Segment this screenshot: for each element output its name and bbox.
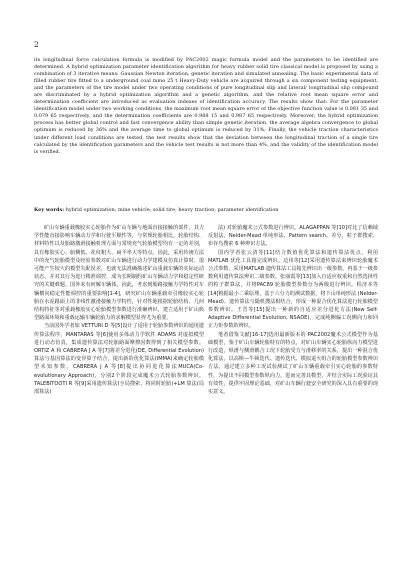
left-paragraph-2: 当前国外学者如 VETTURI D 等[5]设计了适用于轮胎参数辨识的通用遗传算法程序，MANTARAS 等[6]使用多体动力学软件 ADAMS 对虚拟模型进行动态仿真，集成遗传算法对轮胎路面摩擦因数得到了相关模型参数。ORTIZ A 和 CABRERA J A 等[7]将差分进化(DE, Differential Evolution)算法与基因算法的变异算子结合，提出新的优化算法(IMMA)来确定轮胎模型未知参数。CABRERA J A 等[8]提出协同进化算法MUCA(Co-evolutionary Approach)，分别2个阶段完成魔术公式轮胎参数辨识。TALEBITOOTI R 等[9]采用遗传算法(全局搜索、将同时轮胎)+LM 算法(局部算法) [34,323,204,396]
left-paragraph-1: 矿山车辆重载橡胶实心轮胎作为矿山车辆与地面直接接触的部件，其力学性能直接影响车辆动力学和行驶平顺性等，与常规轮胎相比，轮胎结构、材料特性以及胎路激滑接触机理方面与常规充气轮胎模型均有一定的差别，具有橡胶实心、胎侧低、花纹粗大、扁平率大等特点。因此，采用传统方法中的充气轮胎模型及经验参数对矿山车辆进行动力学建模及仿真计算时，很可能产生较大的模型失配误差，也就无法准确描述矿山重载车辆的实际运动状态，并对其行为进行精准调控，成为长期制约矿山车辆动力学和稳定性研究的关键难题。国外未有何解车辆体。因此，考虑到胎路接触力学特性对车辆横向稳定性能调控的重要影响[1-4]，研究矿山车辆重载牵引橡胶实心轮胎在水泥路面上的非线性激滑接触力学特性，针对性地根据轮胎结构、几何结构特征等对重载橡胶实心轮胎模型参数进行准确辨识，建立适用于矿山典型路面环境和重载运输车辆轮胎力的求解模型显得尤为重要。 [34,225,204,322]
right-column [208,224,378,396]
right-paragraph-2: 国内学者张云清等[11]结合数值优化算法和遗传算法优点，利用 MATLAB 优化工具箱完成辨识。边伟等[12]采用遗传算法来辨识轮胎魔术公式参数，采用MATLAB 遗传算法工具箱先辨识出一级参数，再基于一级参数利用遗传算法辨识二级参数。张丽霞等[13]加入自适应权重和自然选择性的粒子群算法，并将PAC89 轮胎模型参数分为两级进行辨识。程济本等[14]根据最小二乘原理，基于六分力的测试数据，将下山单纯形法 (Nelder-Mead)、遗传算法与随机搜法相结合，形成一种混合优化算法进行轮胎模型参数辨识。王晋等[15]提出一种新的自适应差分进化方法(New Self-Adaptive Differential Evolution, NSADE)，完成纯侧偏工况侧向力和回正力矩参数的辨识。 [208,249,378,330]
right-paragraph-1: 法) 对轮胎魔术公式参数进行辨识。ALAGAPPAN 等[10]对比了信赖域反射法、Nelder-Mead 单纯形法、Pattern search、差分、粒子群搜索、布谷鸟搜索 6 种辨识方法。 [208,225,378,248]
page-number: 2 [34,40,39,49]
keywords-line [34,207,378,214]
abstract-paragraph: its longitudinal force calculation formula is modified by PAC2002 magic formula model and the parameters to be identified are determined. A hybrid optimization parameter identification algorithm for heavy rubber solid tire classical model is proposed by using a combination of 3 iterative means: Gaussian Newton iteration, genetic iteration and simulated annealing. The basic experimental data of filled rubber tire fitted to a underground coal mine 25 t Heavy-Duty vehicle are acquired through a six component testing equipment, and the parameters of the tire model under two operating conditions of pure longitudinal slip and lateral/ longitudinal slip compound are discriminated by a hybrid optimization algorithm and a genetic algorithm, and the relative root mean square error and determination coefficient are introduced as evaluation indexes of identification accuracy. The results show that: For the parameter identification model under two working conditions, the maximum root mean square error of the objective function value is 0.081 35 and 0.079 65 respectively, and the determination coefficients are 0.988 15 and 0.987 65 respectively. Moreover, the hybrid optimization process has better global control and fast convergence ability than simple genetic iteration. the average algebra convergence to global optimum is reduced by 36% and the average time to global optimum is reduced by 31%; Finally, the vehicle traction characteristics under different load conditions are tested, the test results show that the deviation between the longitudinal traction of a single tire calculated by the identification parameters and the vehicle test results is not more than 4%, and the validity of the identification model is verified. [34,57,378,155]
keywords-text: hybrid optimization; mine vehicle; solid tire; heavy traction; parameter identification [64,207,279,213]
keywords-label: Key words: [34,207,65,213]
english-abstract [34,57,378,156]
left-column [34,224,204,396]
right-paragraph-3: 笔者借鉴文献[16-17]选用最新版本的 PAC2002魔术公式模型作为基础模型，鉴于矿山车辆轮胎特有的特点，对矿山车辆实心轮胎纵向力模型进行改造，纵滑与侧滑耦合工况下轮胎受力与滑移率的关系，提出一种混合优化算法，以高斯—牛顿迭代、遗传迭代、模拟退火组合的轮胎模型参数辨识方法，通过建立多种工况试验测试了矿山车辆重载牵引实心轮胎的参数特性，为提出不同模型参数纵向力，进而完善其模型，并结合实际工况验证其有效性，提供牢固理论基础，对矿山车辆行驶安全研究的深入具有重要的现实意义。 [208,331,378,396]
